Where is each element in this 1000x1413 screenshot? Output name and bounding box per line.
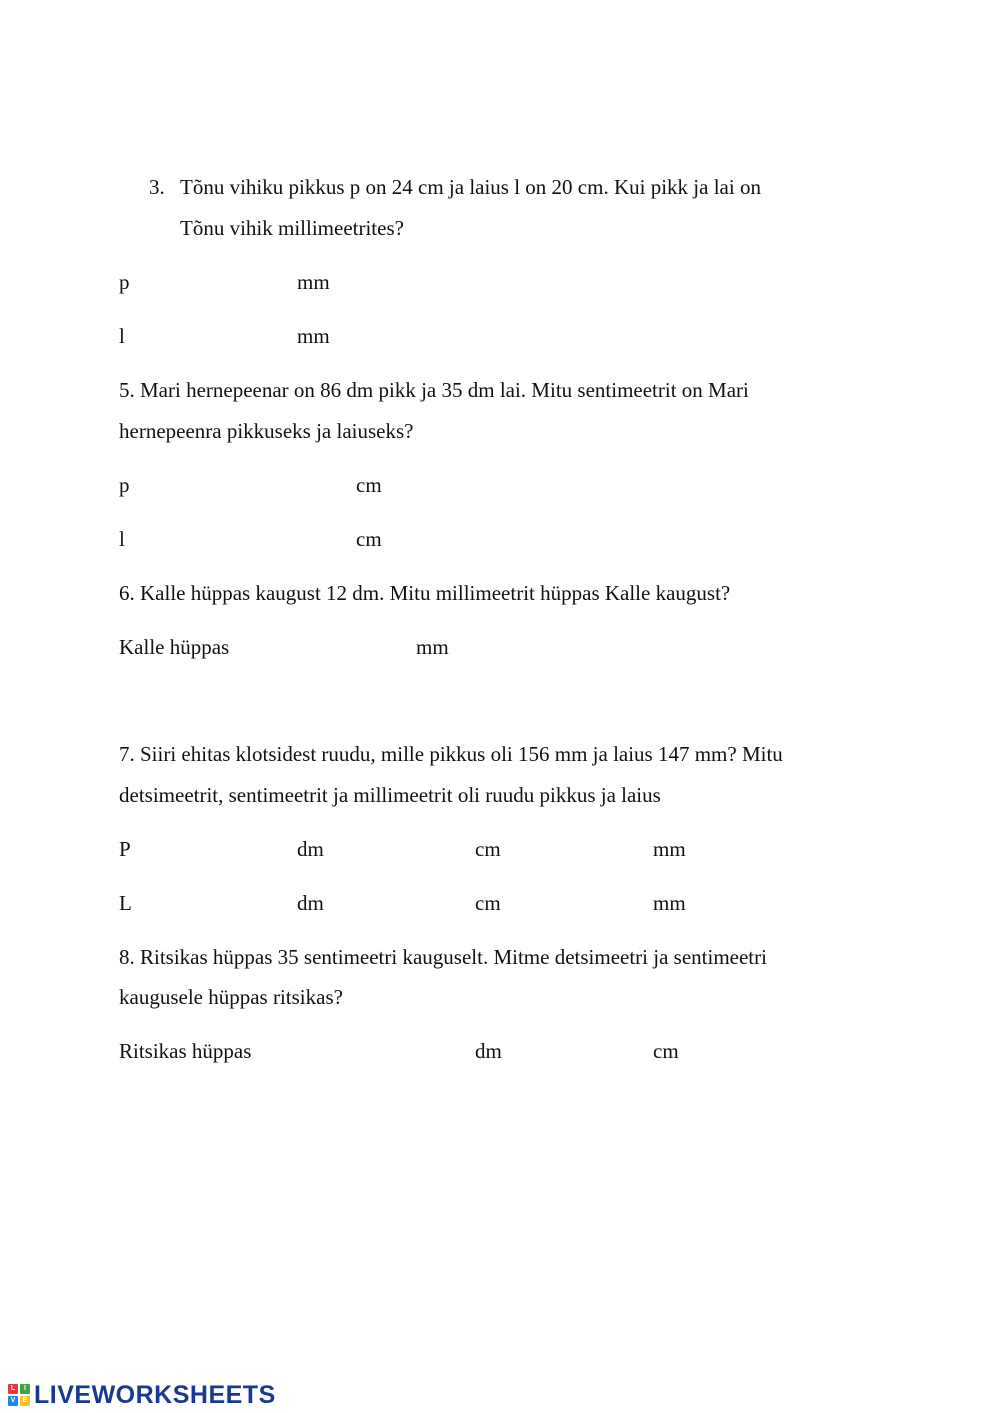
logo-block: V: [8, 1396, 18, 1406]
question-3-text-line2: Tõnu vihik millimeetrites?: [180, 216, 404, 240]
question-7-text-line2: detsimeetrit, sentimeetrit ja millimeetrit oli ruudu pikkus ja laius: [119, 783, 661, 807]
answer-label-p: p: [119, 270, 130, 294]
logo-blocks-icon: [8, 1384, 30, 1406]
question-3-number: 3.: [149, 175, 165, 199]
logo-block: E: [20, 1396, 30, 1406]
answer-unit-mm: mm: [653, 837, 686, 861]
answer-label-L: L: [119, 891, 132, 915]
answer-unit-cm: cm: [356, 473, 382, 497]
answer-unit-mm: mm: [297, 270, 330, 294]
logo-block: L: [8, 1384, 18, 1394]
answer-label-kalle: Kalle hüppas: [119, 635, 230, 659]
answer-unit-cm: cm: [475, 837, 501, 861]
answer-unit-cm: cm: [653, 1039, 679, 1063]
question-3-text-line1: Tõnu vihiku pikkus p on 24 cm ja laius l on 20 cm. Kui pikk ja lai on: [180, 175, 761, 199]
answer-unit-mm: mm: [416, 635, 449, 659]
logo-block: I: [20, 1384, 30, 1394]
question-5-text-line1: 5. Mari hernepeenar on 86 dm pikk ja 35 dm lai. Mitu sentimeetrit on Mari: [119, 378, 749, 402]
question-5-text-line2: hernepeenra pikkuseks ja laiuseks?: [119, 419, 414, 443]
question-7-text-line1: 7. Siiri ehitas klotsidest ruudu, mille pikkus oli 156 mm ja laius 147 mm? Mitu: [119, 742, 783, 766]
answer-unit-dm: dm: [475, 1039, 502, 1063]
answer-unit-dm: dm: [297, 891, 324, 915]
answer-label-l: l: [119, 527, 125, 551]
answer-label-ritsikas: Ritsikas hüppas: [119, 1039, 252, 1063]
answer-unit-cm: cm: [356, 527, 382, 551]
answer-label-P: P: [119, 837, 131, 861]
liveworksheets-logo[interactable]: [8, 1382, 276, 1408]
answer-label-l: l: [119, 324, 125, 348]
answer-unit-mm: mm: [653, 891, 686, 915]
answer-label-p: p: [119, 473, 130, 497]
answer-unit-mm: mm: [297, 324, 330, 348]
logo-text: LIVEWORKSHEETS: [34, 1380, 276, 1409]
question-6-text: 6. Kalle hüppas kaugust 12 dm. Mitu millimeetrit hüppas Kalle kaugust?: [119, 581, 731, 605]
answer-unit-dm: dm: [297, 837, 324, 861]
question-8-text-line1: 8. Ritsikas hüppas 35 sentimeetri kauguselt. Mitme detsimeetri ja sentimeetri: [119, 945, 767, 969]
question-8-text-line2: kaugusele hüppas ritsikas?: [119, 985, 343, 1009]
answer-unit-cm: cm: [475, 891, 501, 915]
